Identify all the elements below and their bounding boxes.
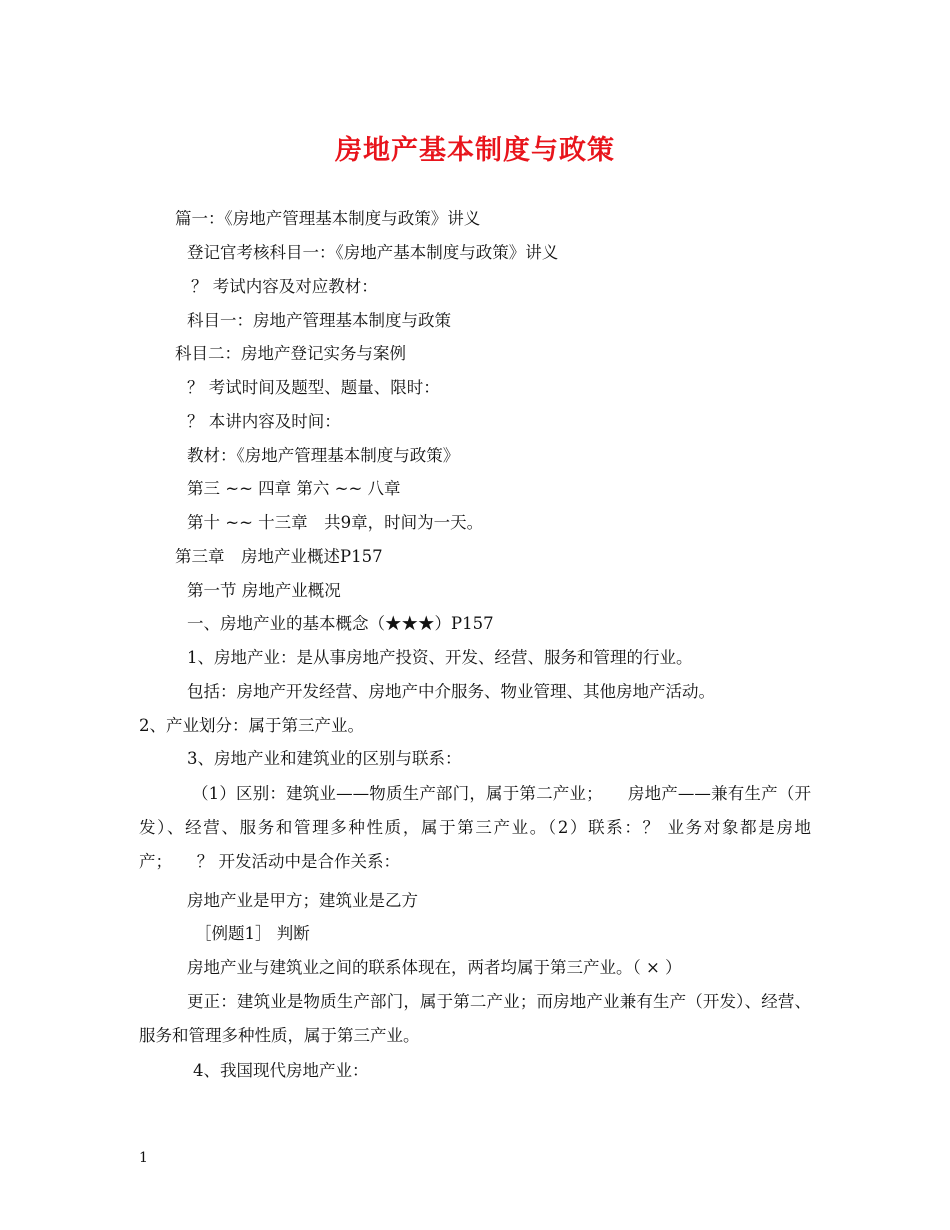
text-line: ？ 本讲内容及时间： xyxy=(187,412,341,431)
text-line: 2、产业划分：属于第三产业。 xyxy=(139,716,364,735)
paragraph-correction: 更正：建筑业是物质生产部门，属于第二产业；而房地产业兼有生产（开发）、经营、服务和管理多种性质，属于第三产业。 xyxy=(139,992,811,1045)
example-label: ［例题1］ 判断 xyxy=(195,924,310,943)
example-question: 房地产业与建筑业之间的联系体现在，两者均属于第三产业。（ × ） xyxy=(187,958,682,977)
text-line: 科目二：房地产登记实务与案例 xyxy=(175,344,406,363)
paragraph-difference: （1）区别：建筑业——物质生产部门，属于第二产业； 房地产——兼有生产（开发）、经营、服务和管理多种性质，属于第三产业。（2）联系：？ 业务对象都是房地产； ？ 开发活动中是合作关系： xyxy=(139,784,811,871)
text-line: 教材：《房地产管理基本制度与政策》 xyxy=(187,446,460,465)
text-line: 第一节 房地产业概况 xyxy=(187,581,341,600)
text-line: 一、房地产业的基本概念（★★★）P157 xyxy=(187,614,494,633)
text-line: 第三 ~~ 四章 第六 ~~ 八章 xyxy=(187,479,401,498)
text-line: ？ 考试内容及对应教材： xyxy=(191,277,378,296)
text-line: 包括：房地产开发经营、房地产中介服务、物业管理、其他房地产活动。 xyxy=(187,682,715,701)
text-line: 第三章 房地产业概述P157 xyxy=(175,547,383,566)
text-line: ？ 考试时间及题型、题量、限时： xyxy=(187,378,440,397)
text-line: 1、房地产业：是从事房地产投资、开发、经营、服务和管理的行业。 xyxy=(187,648,693,667)
text-line: 4、我国现代房地产业： xyxy=(193,1061,369,1080)
text-line: 房地产业是甲方；建筑业是乙方 xyxy=(187,891,418,910)
page-number: 1 xyxy=(139,1150,148,1166)
text-line: 登记官考核科目一：《房地产基本制度与政策》讲义 xyxy=(187,243,559,262)
document-title: 房地产基本制度与政策 xyxy=(335,135,615,166)
text-line: 3、房地产业和建筑业的区别与联系： xyxy=(187,749,462,768)
text-line: 第十 ~~ 十三章 共9章，时间为一天。 xyxy=(187,513,484,532)
text-line: 科目一：房地产管理基本制度与政策 xyxy=(187,311,451,330)
text-line: 篇一：《房地产管理基本制度与政策》讲义 xyxy=(175,209,481,228)
